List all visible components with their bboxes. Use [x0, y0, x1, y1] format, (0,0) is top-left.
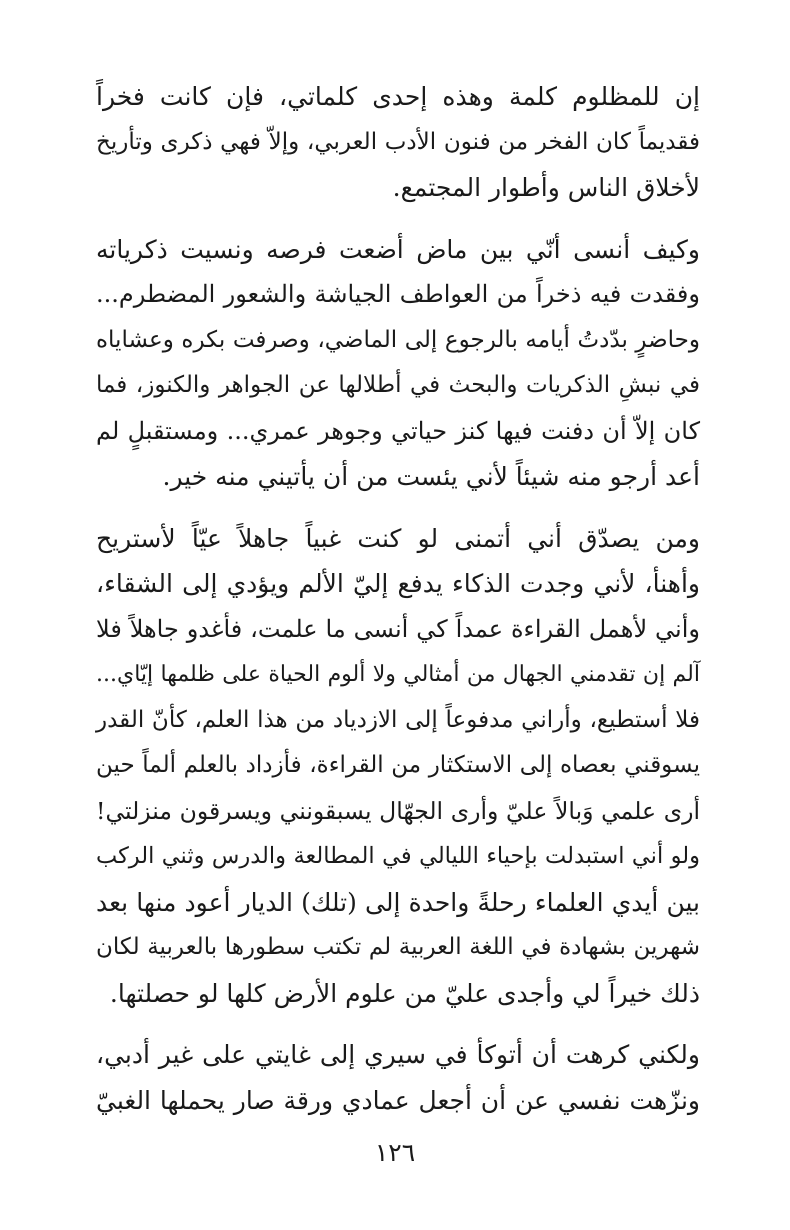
text-line: يسوقني بعصاه إلى الاستكثار من القراءة، فأزداد بالعلم ألماً حين: [96, 752, 700, 778]
text-line: فلا أستطيع، وأراني مدفوعاً إلى الازدياد من هذا العلم، كأنّ القدر: [96, 706, 700, 733]
text-line: شهرين بشهادة في اللغة العربية لم تكتب سطورها بالعربية لكان: [96, 934, 700, 960]
text-line: أعد أرجو منه شيئاً لأني يئست من أن يأتيني منه خير.: [162, 462, 700, 491]
page-number: ١٢٦: [374, 1138, 416, 1167]
text-line: ومن يصدّق أني أتمنى لو كنت غبياً جاهلاً عيّاً لأستريح: [96, 523, 700, 553]
text-line: آلم إن تقدمني الجهال من أمثالي ولا ألوم الحياة على ظلمها إيّاي...: [96, 662, 700, 687]
text-line: وحاضرٍ بدّدتُ أيامه بالرجوع إلى الماضي، وصرفت بكره وعشاياه: [96, 326, 700, 353]
text-line: كان إلاّ أن دفنت فيها كنز حياتي وجوهر عمري... ومستقبلٍ لم: [96, 416, 700, 445]
text-line: إن للمظلوم كلمة وهذه إحدى كلماتي، فإن كانت فخراً: [96, 82, 700, 111]
page-body: [96, 74, 700, 1123]
paragraph: [96, 1032, 700, 1123]
text-line: ونزّهت نفسي عن أن أجعل عمادي ورقة صار يحملها الغبيّ: [96, 1085, 700, 1115]
text-line: فقديماً كان الفخر من فنون الأدب العربي، وإلاّ فهي ذكرى وتأريخ: [96, 128, 700, 155]
text-line: لأخلاق الناس وأطوار المجتمع.: [392, 173, 700, 202]
text-line: في نبشِ الذكريات والبحث في أطلالها عن الجواهر والكنوز، فما: [96, 372, 700, 398]
text-line: ذلك خيراً لي وأجدى عليّ من علوم الأرض كلها لو حصلتها.: [109, 978, 700, 1008]
paragraph: [96, 74, 700, 211]
paragraph: [96, 227, 700, 500]
text-line: ولكني كرهت أن أتوكأ في سيري إلى غايتي على غير أدبي،: [96, 1040, 700, 1069]
text-line: وكيف أنسى أنّي بين ماض أضعت فرصه ونسيت ذكرياته: [96, 234, 700, 264]
text-line: أرى علمي وَبالاً عليّ وأرى الجهّال يسبقونني ويسرقون منزلتي!: [96, 796, 700, 825]
text-line: بين أيدي العلماء رحلةً واحدة إلى (تلك) الديار أعود منها بعد: [96, 887, 700, 917]
text-line: وأهنأ، لأني وجدت الذكاء يدفع إليّ الألم ويؤدي إلى الشقاء،: [96, 569, 700, 598]
text-line: وأني لأهمل القراءة عمداً كي أنسى ما علمت، فأغدو جاهلاً فلا: [96, 614, 700, 643]
text-line: ولو أني استبدلت بإحياء الليالي في المطالعة والدرس وثني الركب: [96, 843, 700, 869]
text-line: وفقدت فيه ذخراً من العواطف الجياشة والشعور المضطرم...: [96, 280, 700, 308]
paragraph: [96, 516, 700, 1017]
